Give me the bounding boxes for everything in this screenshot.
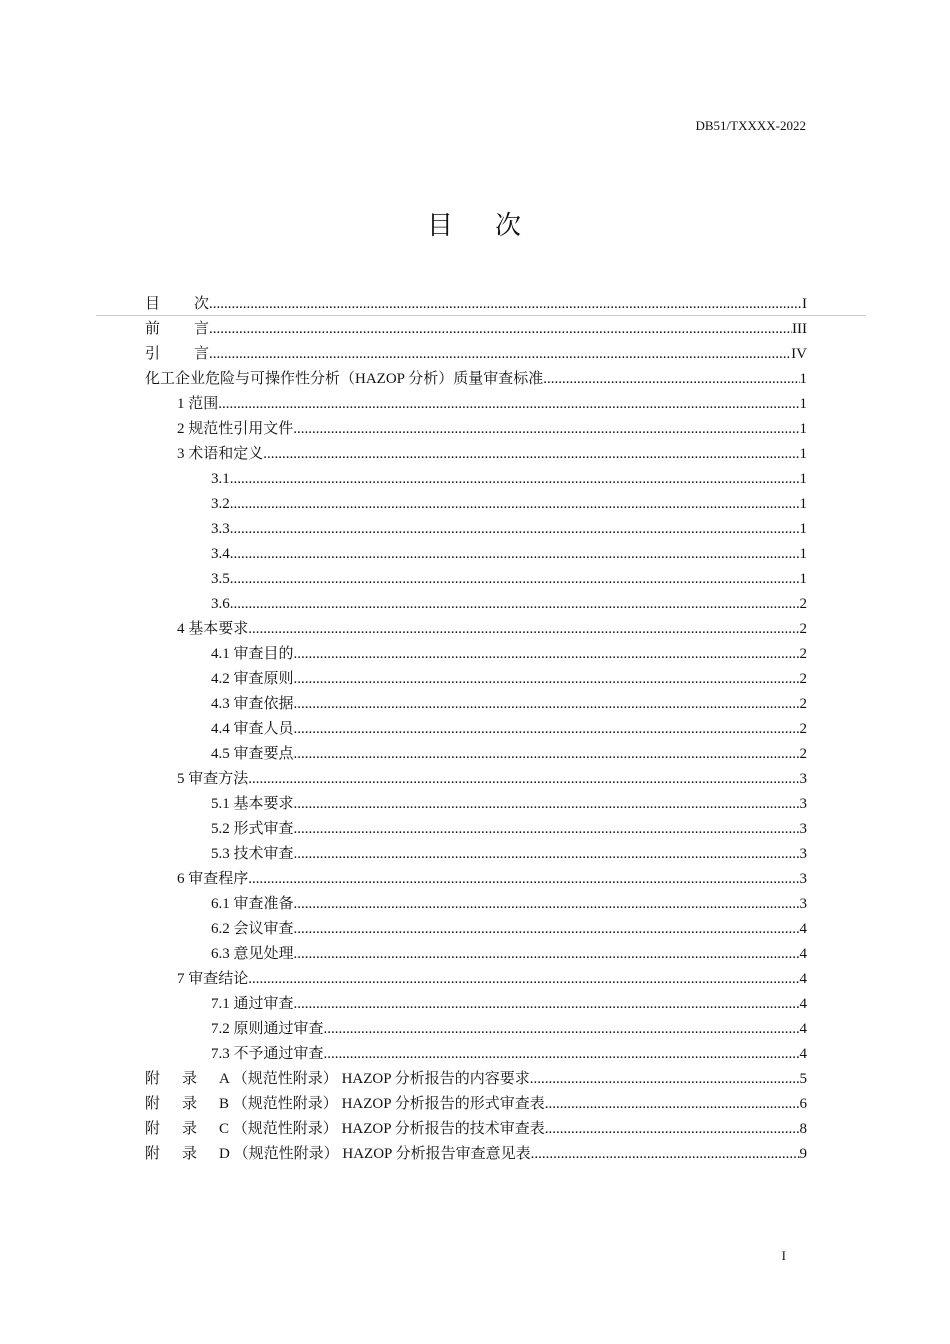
toc-page-number: 4 [799,971,807,987]
appendix-letter: A [219,1071,230,1087]
toc-appendix-list [145,1067,807,1167]
page-title-part1: 目 [426,211,455,241]
dot-leader [248,867,799,892]
footer-page-number: I [781,1248,786,1263]
toc-entry-appendix[interactable]: 附 录 D （规范性附录） HAZOP 分析报告审查意见表 ..... 9 [145,1142,807,1167]
toc-page-number: 1 [799,421,807,437]
dot-leader [324,1042,800,1067]
dot-leader [294,717,800,742]
toc-entry[interactable] [145,842,807,867]
toc-entry-label: 7.3 不予通过审查 [211,1046,324,1062]
toc-page-number: 4 [799,1021,807,1037]
toc-page-number: IV [791,346,807,362]
toc-entry-label: 7.2 原则通过审查 [211,1021,324,1037]
toc-entry[interactable] [145,492,807,517]
dot-leader [248,767,799,792]
toc-entry[interactable] [145,667,807,692]
toc-page-number: III [792,321,807,337]
toc-page-number: 2 [799,646,807,662]
dot-leader [209,292,802,317]
toc-page-number: 3 [799,896,807,912]
dot-leader [263,442,799,467]
toc-page-number: 4 [799,946,807,962]
toc-entry[interactable] [145,642,807,667]
toc-entry-label: 3.4 [211,546,230,562]
toc-entry-label: 4 基本要求 [177,621,249,637]
toc-entry[interactable] [145,392,807,417]
toc-entry[interactable] [145,442,807,467]
dot-leader [294,992,800,1017]
toc-entry-label: 1 范围 [177,396,219,412]
dot-leader [545,1117,800,1142]
toc-page-number: 4 [799,996,807,1012]
toc-entry-label: 3 术语和定义 [177,446,264,462]
dot-leader [324,1017,800,1042]
dot-leader [248,617,799,642]
toc-page-number: 3 [799,821,807,837]
dot-leader [293,417,799,442]
toc-page-number: 8 [799,1121,807,1137]
dot-leader [248,967,799,992]
appendix-letter: D [219,1146,230,1162]
page-title-part2: 次 [495,211,524,241]
toc-entry-appendix[interactable]: 附 录 A （规范性附录） HAZOP 分析报告的内容要求 ..... 5 [145,1067,807,1092]
appendix-title: HAZOP 分析报告审查意见表 [342,1146,531,1162]
dot-leader [209,317,792,342]
toc-entry-label: 5 审查方法 [177,771,249,787]
dot-leader [531,1142,800,1167]
toc-entry[interactable] [145,567,807,592]
dot-leader [543,367,799,392]
toc-entry[interactable] [145,917,807,942]
toc-entry[interactable] [145,592,807,617]
toc-page-number: 2 [799,721,807,737]
toc-page-number: 1 [799,521,807,537]
toc-entry-main-title[interactable] [145,367,807,392]
dot-leader [294,842,800,867]
appendix-type: （规范性附录） [232,1121,338,1137]
toc-page-number: 4 [799,1046,807,1062]
toc-entry-label: 6.3 意见处理 [211,946,294,962]
toc-entry-label: 4.2 审查原则 [211,671,294,687]
toc-entry-label: 7.1 通过审查 [211,996,294,1012]
dot-leader [230,542,800,567]
toc-page-number: 4 [799,921,807,937]
table-of-contents [145,292,807,1167]
dot-leader [294,742,800,767]
appendix-title: HAZOP 分析报告的形式审查表 [341,1096,545,1112]
dot-leader [530,1067,800,1092]
toc-entry[interactable] [145,792,807,817]
toc-entry[interactable] [145,1017,807,1042]
toc-page-number: 2 [799,696,807,712]
toc-entry[interactable] [145,717,807,742]
toc-entry[interactable] [145,417,807,442]
toc-entry-label: 化工企业危险与可操作性分析（HAZOP 分析）质量审查标准 [145,371,544,387]
toc-entry[interactable] [145,992,807,1017]
toc-page-number: 5 [799,1071,807,1087]
toc-page-number: 2 [799,621,807,637]
toc-page-number: 1 [799,396,807,412]
toc-entry[interactable] [145,892,807,917]
dot-leader [294,917,800,942]
toc-entry[interactable] [145,467,807,492]
toc-entry-label: 5.1 基本要求 [211,796,294,812]
toc-page-number: 9 [799,1146,807,1162]
toc-entry[interactable] [145,967,807,992]
toc-entry-appendix[interactable]: 附 录 B （规范性附录） HAZOP 分析报告的形式审查表 ..... 6 [145,1092,807,1117]
appendix-letter: C [219,1121,230,1137]
toc-entry-label: 6 审查程序 [177,871,249,887]
appendix-type: （规范性附录） [232,1096,338,1112]
dot-leader [230,467,800,492]
dot-leader [230,567,800,592]
toc-page-number: 2 [799,596,807,612]
toc-entry-appendix[interactable]: 附 录 C （规范性附录） HAZOP 分析报告的技术审查表 ..... 8 [145,1117,807,1142]
toc-entry-label: 4.4 审查人员 [211,721,294,737]
toc-entry-label: 5.3 技术审查 [211,846,294,862]
toc-entry[interactable] [145,542,807,567]
toc-entry-label: 3.6 [211,596,230,612]
dot-leader [545,1092,800,1117]
page-title [0,205,950,242]
dot-leader [294,667,800,692]
dot-leader [209,342,791,367]
dot-leader [294,892,800,917]
toc-entry-label: 4.1 审查目的 [211,646,294,662]
toc-page-number: 3 [799,796,807,812]
toc-entry[interactable] [145,692,807,717]
toc-page-number: 3 [799,771,807,787]
toc-page-number: 2 [799,671,807,687]
toc-page-number: 6 [799,1096,807,1112]
dot-leader [294,942,800,967]
toc-entry-introduction[interactable]: 引 言 ..... IV [145,342,807,367]
toc-entry[interactable] [145,517,807,542]
toc-entry-contents[interactable]: 目 次 ..... I [145,292,807,317]
toc-entry-label: 3.1 [211,471,230,487]
toc-entry-label: 4.3 审查依据 [211,696,294,712]
document-code: DB51/TXXXX-2022 [695,118,806,133]
toc-entry[interactable] [145,817,807,842]
toc-entry-foreword[interactable]: 前 言 ..... III [145,317,807,342]
toc-entry-label: 7 审查结论 [177,971,249,987]
appendix-letter: B [219,1096,230,1112]
toc-entry[interactable] [145,942,807,967]
toc-entry-label: 6.1 审查准备 [211,896,294,912]
toc-entry-label: 5.2 形式审查 [211,821,294,837]
dot-leader [294,692,800,717]
dot-leader [230,492,800,517]
toc-entry[interactable] [145,1042,807,1067]
toc-entry-label: 6.2 会议审查 [211,921,294,937]
toc-entry-label: 2 规范性引用文件 [177,421,294,437]
appendix-type: （规范性附录） [232,1071,338,1087]
toc-entry[interactable] [145,767,807,792]
toc-entry-label: 3.5 [211,571,230,587]
toc-page-number: 1 [799,546,807,562]
appendix-type: （规范性附录） [233,1146,339,1162]
appendix-title: HAZOP 分析报告的内容要求 [341,1071,530,1087]
toc-section-list [145,392,807,1067]
dot-leader [230,517,800,542]
toc-page-number: 1 [799,371,807,387]
dot-leader [230,592,800,617]
toc-entry-label: 3.2 [211,496,230,512]
dot-leader [294,642,800,667]
toc-page-number: 1 [799,446,807,462]
toc-page-number: 2 [799,746,807,762]
toc-page-number: 3 [799,846,807,862]
toc-entry[interactable] [145,617,807,642]
toc-page-number: 1 [799,571,807,587]
dot-leader [218,392,799,417]
toc-entry-label: 4.5 审查要点 [211,746,294,762]
dot-leader [294,817,800,842]
toc-page-number: I [802,296,807,312]
toc-entry[interactable] [145,867,807,892]
appendix-title: HAZOP 分析报告的技术审查表 [341,1121,545,1137]
dot-leader [294,792,800,817]
toc-page-number: 1 [799,496,807,512]
toc-page-number: 1 [799,471,807,487]
toc-page-number: 3 [799,871,807,887]
toc-entry-label: 3.3 [211,521,230,537]
toc-entry[interactable] [145,742,807,767]
